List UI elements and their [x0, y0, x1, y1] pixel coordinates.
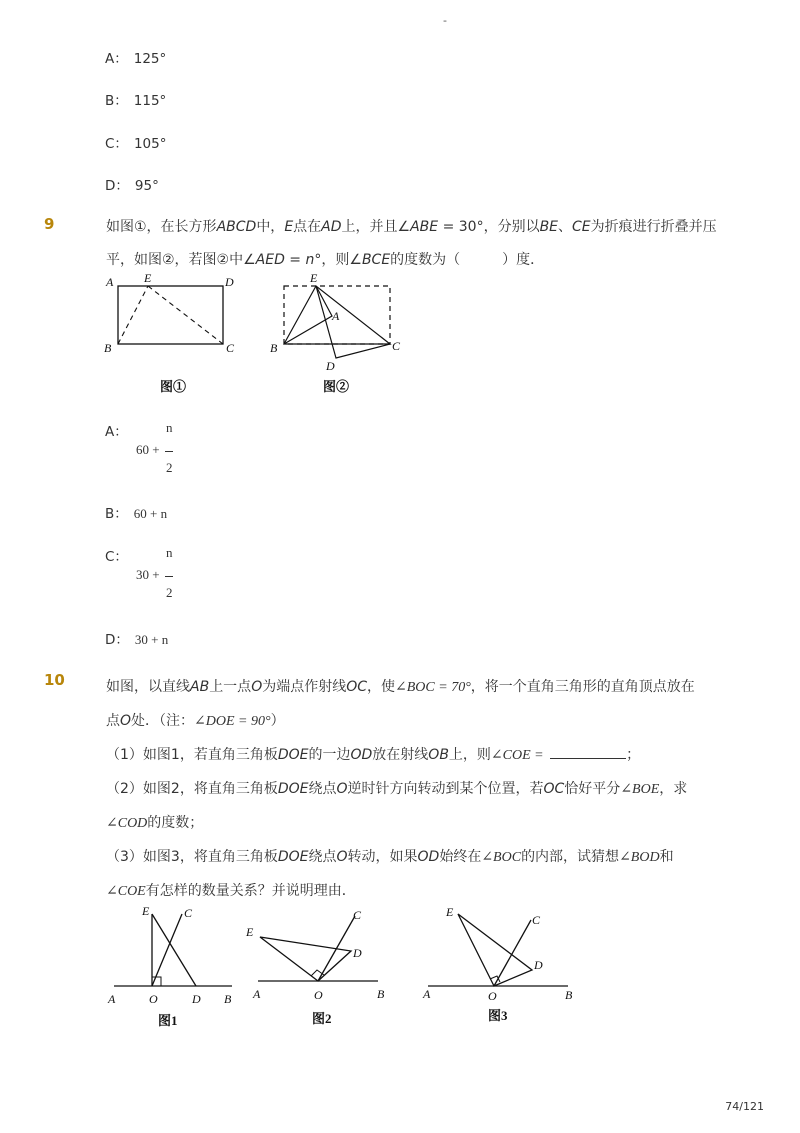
option-letter: B： — [105, 93, 128, 109]
label-B: B — [224, 992, 232, 1006]
q9-figure-2 — [264, 268, 414, 378]
option-letter: B： — [105, 506, 128, 522]
option-value: 30 + n — [134, 632, 169, 647]
figure-caption: 图3 — [488, 1008, 508, 1023]
label-A: A — [108, 992, 116, 1006]
label-A: A — [332, 309, 340, 323]
option-c[interactable] — [105, 545, 128, 565]
option-value: 125° — [133, 51, 167, 67]
fraction-base: 60 + — [136, 442, 160, 457]
question-number-10: 10 — [44, 671, 65, 689]
label-D: D — [353, 946, 362, 960]
label-D: D — [192, 992, 201, 1006]
option-letter: D： — [105, 632, 129, 648]
figure-caption: 图① — [160, 379, 187, 394]
option-letter: C： — [105, 136, 128, 152]
label-O: O — [314, 988, 323, 1002]
q9-figure-1 — [100, 268, 250, 393]
q9-text-line-2: 平，如图②，若图②中∠AED = n°，则∠BCE的度数为（ ）度． — [106, 252, 545, 268]
figure-caption: 图2 — [312, 1011, 332, 1026]
label-C: C — [184, 906, 193, 920]
answer-blank[interactable] — [550, 746, 626, 759]
fraction-numerator: n — [166, 420, 173, 435]
label-D: D — [326, 359, 335, 373]
label-D: D — [534, 958, 543, 972]
option-letter: A： — [105, 51, 128, 67]
figure-caption: 图② — [323, 379, 350, 394]
label-O: O — [488, 989, 497, 1003]
label-O: O — [149, 992, 158, 1006]
header-mark: - — [443, 14, 447, 27]
q10-text-line-1: 如图，以直线AB上一点O为端点作射线OC，使∠BOC = 70°，将一个直角三角形的直角顶点放在 — [106, 679, 695, 695]
fraction-base: 30 + — [136, 567, 160, 582]
fraction-numerator: n — [166, 545, 173, 560]
option-value: 115° — [133, 93, 167, 109]
option-value: 105° — [133, 136, 167, 152]
q10-figure-1 — [104, 900, 244, 1010]
label-B: B — [270, 341, 278, 355]
option-a[interactable] — [105, 47, 166, 67]
label-C: C — [353, 908, 362, 922]
label-E: E — [246, 925, 254, 939]
option-value: 60 + n — [133, 506, 168, 521]
fraction-bar — [165, 451, 173, 452]
fraction-denominator: 2 — [166, 460, 173, 475]
label-A: A — [423, 987, 431, 1001]
q10-figure-3 — [418, 900, 588, 1010]
option-b[interactable] — [105, 502, 167, 522]
label-B: B — [565, 988, 573, 1002]
option-d[interactable] — [105, 174, 159, 194]
label-E: E — [144, 271, 152, 285]
option-a[interactable] — [105, 420, 128, 440]
q10-text-line-4: （2）如图2，将直角三角板DOE绕点O逆时针方向转动到某个位置，若OC恰好平分∠BOE，求 — [106, 781, 688, 797]
label-E: E — [310, 271, 318, 285]
q10-text-line-7: ∠COE有怎样的数量关系？并说明理由． — [106, 883, 356, 899]
q10-text-line-5: ∠COD的度数； — [106, 815, 204, 831]
q10-text-line-6: （3）如图3，将直角三角板DOE绕点O转动，如果OD始终在∠BOC的内部，试猜想∠BOD和 — [106, 849, 674, 865]
q9-text-line-1: 如图①，在长方形ABCD中，E点在AD上，并且∠ABE = 30°，分别以BE、CE为折痕进行折叠并压 — [106, 219, 717, 235]
figure-caption: 图1 — [158, 1013, 178, 1028]
label-A: A — [253, 987, 261, 1001]
q10-text-line-3: （1）如图1，若直角三角板DOE的一边OD放在射线OB上，则∠COE = ； — [106, 747, 641, 763]
fraction-denominator: 2 — [166, 585, 173, 600]
label-C: C — [226, 341, 235, 355]
option-c[interactable] — [105, 132, 166, 152]
q10-text-line-2: 点O处．（注：∠DOE = 90°） — [106, 713, 285, 729]
label-B: B — [104, 341, 112, 355]
label-B: B — [377, 987, 385, 1001]
option-letter: C： — [105, 549, 128, 565]
label-E: E — [446, 905, 454, 919]
label-E: E — [142, 904, 150, 918]
option-letter: D： — [105, 178, 129, 194]
option-d[interactable] — [105, 628, 168, 648]
option-b[interactable] — [105, 89, 166, 109]
page-number: 74/121 — [725, 1100, 764, 1113]
label-C: C — [532, 913, 541, 927]
fraction-bar — [165, 576, 173, 577]
label-C: C — [392, 339, 401, 353]
label-D: D — [225, 275, 234, 289]
question-number-9: 9 — [44, 215, 55, 233]
option-value: 95° — [134, 178, 159, 194]
q10-figure-2 — [238, 900, 398, 1010]
option-letter: A： — [105, 424, 128, 440]
label-A: A — [106, 275, 114, 289]
